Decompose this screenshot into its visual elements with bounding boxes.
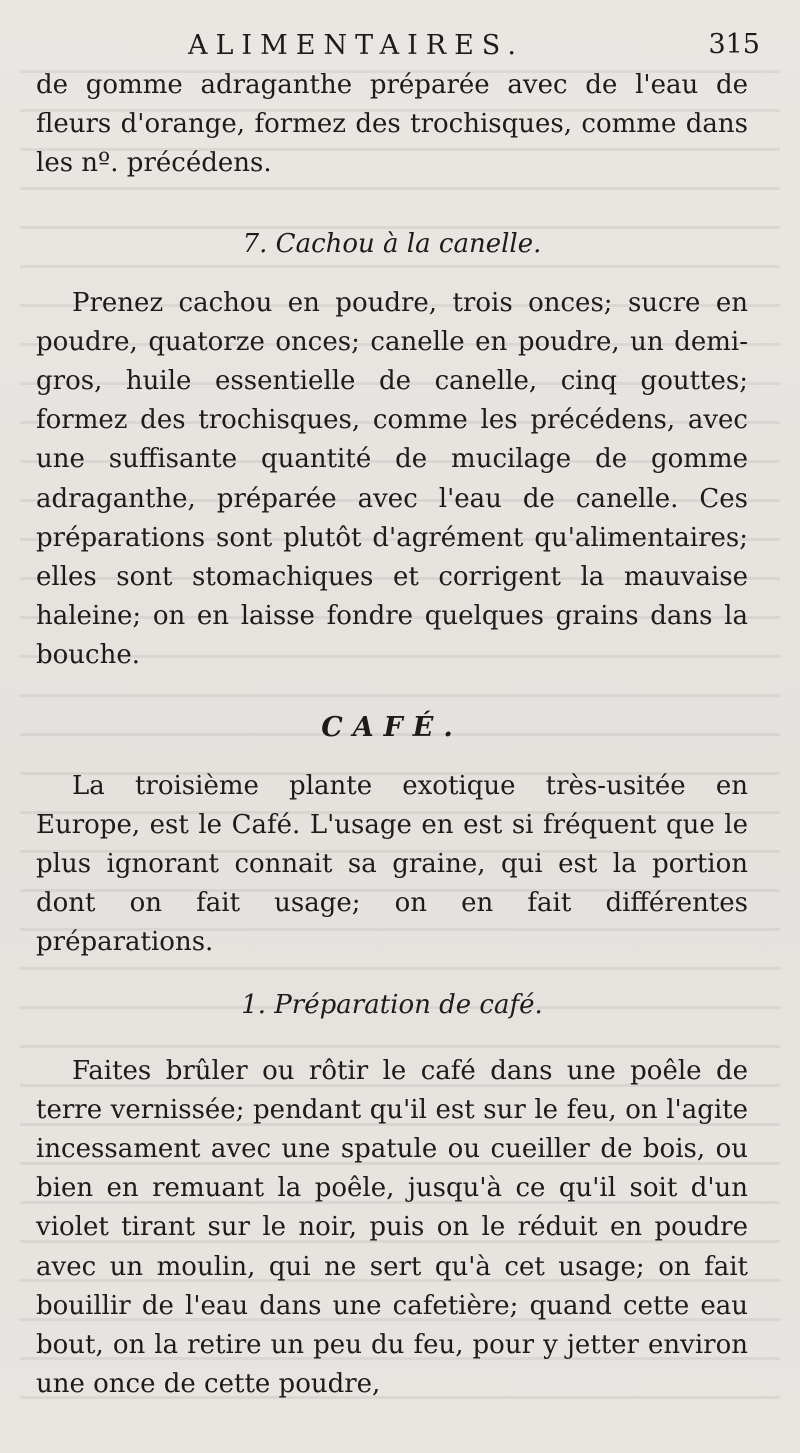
page-header [0, 16, 800, 66]
heading-preparation-cafe: 1. Préparation de café. [241, 989, 543, 1020]
paragraph-preparation: Faites brûler ou rôtir le café dans une poêle de terre vernissée; pendant qu'il est sur le feu, on l'agite incessament avec une spatule ou cueiller de bois, ou bien en remuant la poêle, jusqu'à ce qu'il soit d'un violet tirant sur le noir, puis on le réduit en poudre avec un moulin, qui ne sert qu'à cet usage; on fait bouillir de l'eau dans une cafetière; quand cette eau bout, on la retire un peu du feu, pour y jetter environ une once de cette poudre, [36, 1055, 748, 1400]
heading-cachou-canelle: 7. Cachou à la canelle. [242, 228, 542, 259]
page-body [36, 66, 748, 1404]
page-number: 315 [708, 29, 760, 60]
paragraph-cachou: Prenez cachou en poudre, trois onces; sucre en poudre, quatorze onces; canelle en poudre, un demi-gros, huile essentielle de canelle, cinq gouttes; formez des trochisques, comme les précédens, avec une suffisante quantité de mucilage de gomme adraganthe, préparée avec l'eau de canelle. Ces préparations sont plutôt d'agrément qu'alimentaires; elles sont stomachiques et corrigent la mauvaise haleine; on en laisse fondre quelques grains dans la bouche. [36, 287, 748, 671]
paragraph-continuation: de gomme adraganthe préparée avec de l'eau de fleurs d'orange, formez des trochisques, comme dans les nº. précédens. [36, 70, 748, 179]
paragraph-cafe-intro: La troisième plante exotique très-usitée en Europe, est le Café. L'usage en est si fréquent que le plus ignorant connait sa graine, qui est la portion dont on fait usage; on en fait différentes préparations. [36, 770, 748, 958]
running-head: ALIMENTAIRES. [188, 30, 524, 61]
section-title-cafe: CAFÉ. [321, 711, 463, 743]
